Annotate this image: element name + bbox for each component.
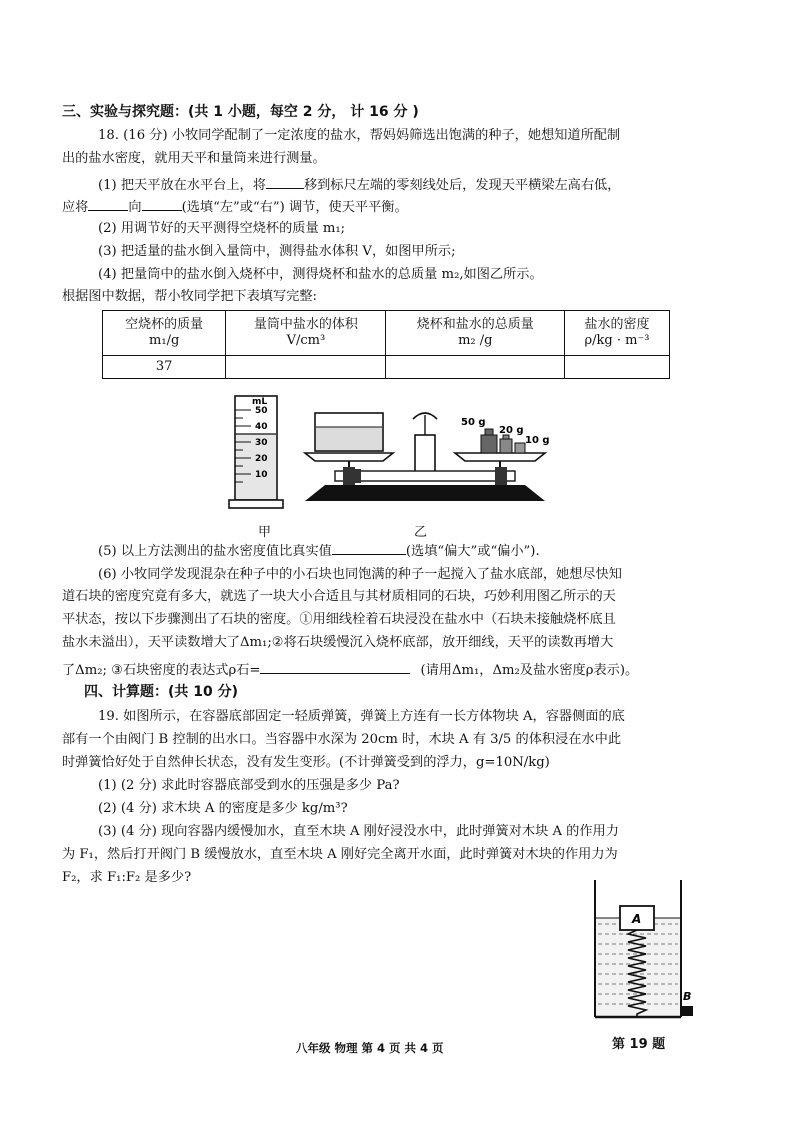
q18-line1: 18. (16 分) 小牧同学配制了一定浓度的盐水，帮妈妈筛选出饱满的种子，她想知道所配制 (98, 128, 621, 143)
step6-text-b: (请用Δm₁，Δm₂及盐水密度ρ表示)。 (420, 663, 639, 678)
beam-scale (335, 471, 515, 481)
blank-2 (88, 197, 128, 211)
step1-text-d: 向 (128, 200, 142, 215)
table-header-cell: 量筒中盐水的体积 V/cm³ (226, 311, 386, 356)
q19-part2: (2) (4 分) 求木块 A 的密度是多少 kg/m³? (98, 801, 348, 816)
q19-line1: 19. 如图所示，在容器底部固定一轻质弹簧，弹簧上方连有一长方体物块 A，容器侧面的底 (98, 709, 625, 724)
table-header-cell: 盐水的密度 ρ/kg · m⁻³ (565, 311, 670, 356)
step5-text-b: (选填“偏大”或“偏小”). (405, 544, 540, 559)
balance-figure (295, 405, 565, 517)
tick-label: 20 (255, 454, 268, 464)
table-header-cell: 空烧杯的质量 m₁/g (103, 311, 226, 356)
valve-b (681, 1006, 693, 1016)
table-header-cell: 烧杯和盐水的总质量 m₂ /g (386, 311, 565, 356)
figure-caption: 第 19 题 (612, 1037, 666, 1052)
block-a-label: A (632, 912, 642, 926)
graduated-cylinder-figure (225, 392, 305, 514)
step1-text-b: 移到标尺左端的零刻线处后，发现天平横梁左高右低， (303, 178, 621, 193)
weight-50g (481, 435, 497, 453)
cylinder-unit: mL (252, 397, 268, 407)
weight-label: 20 g (499, 425, 524, 436)
tick-label: 30 (255, 438, 268, 448)
step6-line3: 平状态，按以下步骤测出了石块的密度。①用细线栓着石块浸没在盐水中（石块未接触烧杯底且 (62, 612, 616, 627)
left-pan (305, 453, 393, 461)
pillar (415, 435, 435, 475)
step4: (4) 把量筒中的盐水倒入烧杯中，测得烧杯和盐水的总质量 m₂,如图乙所示。 (98, 267, 543, 282)
water (596, 918, 680, 1016)
q19-part3-line3: F₂，求 F₁:F₂ 是多少? (62, 870, 192, 885)
q19-part1: (1) (2 分) 求此时容器底部受到水的压强是多少 Pa? (98, 778, 400, 793)
tick-label: 50 (255, 406, 268, 416)
step1-line (98, 175, 752, 194)
step5-line (98, 541, 752, 560)
container-figure (588, 876, 698, 1026)
step3: (3) 把适量的盐水倒入量筒中，测得盐水体积 V，如图甲所示; (98, 244, 456, 259)
page-footer: 八年级 物理 第 4 页 共 4 页 (296, 1041, 444, 1055)
cylinder-base (229, 500, 283, 508)
q19-line3: 时弹簧恰好处于自然伸长状态，没有发生变形。(不计弹簧受到的浮力，g=10N/kg) (62, 755, 550, 770)
blank-4 (332, 541, 406, 555)
table-value-row (103, 356, 670, 379)
tick-label: 40 (255, 422, 268, 432)
step6-text-a: 了Δm₂; ③石块密度的表达式ρ石= (62, 663, 261, 678)
step6-line4: 盐水未溢出），天平读数增大了Δm₁;②将石块缓慢沉入烧杯底部，放开细线，天平的读数再增大 (62, 635, 614, 650)
step2: (2) 用调节好的天平测得空烧杯的质量 m₁; (98, 221, 346, 236)
table-cell (386, 356, 565, 379)
blank-5 (260, 660, 410, 674)
table-header-row (103, 311, 670, 356)
table-cell: 37 (103, 356, 226, 379)
step1-text-a: (1) 把天平放在水平台上，将 (98, 178, 266, 193)
weight-label: 50 g (461, 417, 486, 428)
step5-text-a: (5) 以上方法测出的盐水密度值比真实值 (98, 544, 332, 559)
q18-line2: 出的盐水密度，就用天平和量筒来进行测量。 (62, 151, 326, 166)
weight-20g (500, 439, 512, 453)
q19-line2: 部有一个由阀门 B 控制的出水口。当容器中水深为 20cm 时，木块 A 有 3/5 的体积浸在水中此 (62, 732, 622, 747)
step6-line2: 道石块的密度究竟有多大，就选了一块大小合适且与其材质相同的石块，巧妙利用图乙所示的天 (62, 589, 616, 604)
q19-part3-line2: 为 F₁，然后打开阀门 B 缓慢放水，直至木块 A 刚好完全离开水面，此时弹簧对木块的作用力为 (62, 847, 618, 862)
section4-heading: 四、计算题：(共 10 分) (84, 684, 239, 700)
blank-3 (142, 197, 182, 211)
rider (355, 469, 361, 483)
step1-text-e: (选填“左”或“右”) 调节，使天平平衡。 (181, 200, 408, 215)
section3-heading: 三、实验与探究题：(共 1 小题，每空 2 分， 计 16 分 ) (62, 104, 419, 120)
figure-label-a: 甲 (258, 525, 272, 540)
balance-base (305, 485, 545, 501)
figure-label-b: 乙 (414, 525, 428, 540)
weight-10g (515, 443, 525, 453)
weight-label: 10 g (525, 435, 550, 446)
step1-line2 (62, 197, 752, 216)
step1-text-c: 应将 (62, 200, 89, 215)
table-intro: 根据图中数据，帮小牧同学把下表填写完整: (62, 289, 318, 304)
blank-1 (266, 175, 304, 189)
data-table (102, 310, 670, 379)
q19-part3-line1: (3) (4 分) 现向容器内缓慢加水，直至木块 A 刚好浸没水中，此时弹簧对木块 A 的作用力 (98, 824, 619, 839)
tick-label: 10 (255, 470, 268, 480)
table-cell (565, 356, 670, 379)
right-pan (455, 453, 545, 461)
step6-line5 (62, 660, 752, 679)
valve-b-label: B (683, 990, 692, 1003)
step6-line1: (6) 小牧同学发现混杂在种子中的小石块也同饱满的种子一起搅入了盐水底部，她想尽快知 (98, 567, 622, 582)
table-cell (226, 356, 386, 379)
